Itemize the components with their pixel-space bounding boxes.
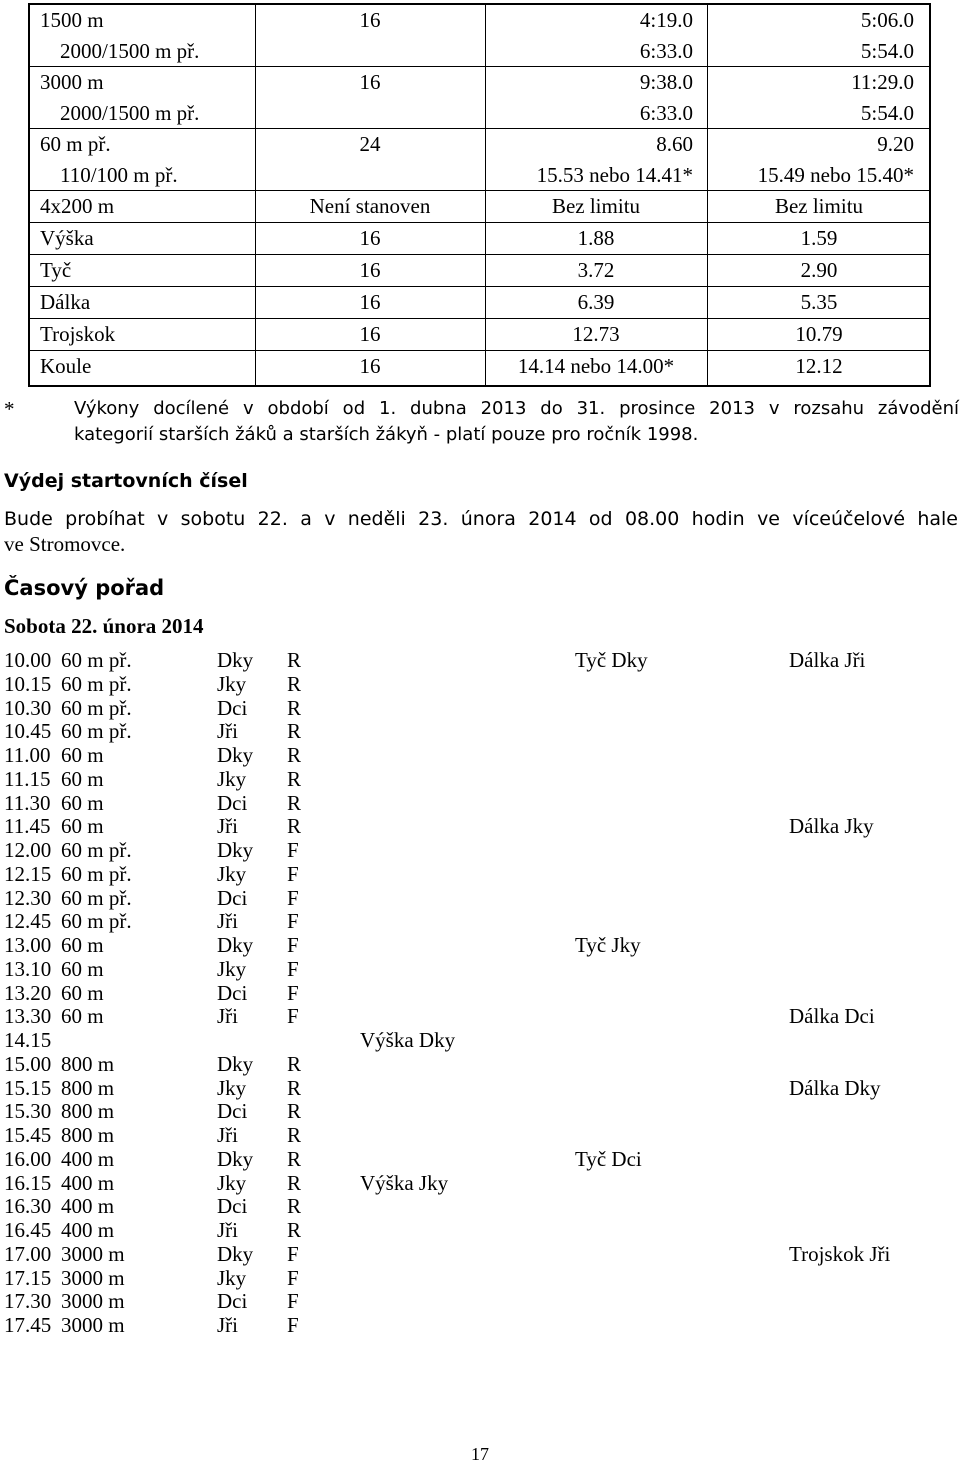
schedule-event: 60 m př. [61, 909, 132, 934]
schedule-time: 10.15 [4, 671, 52, 696]
schedule-category: Jky [217, 671, 247, 696]
schedule-time: 17.30 [4, 1289, 52, 1314]
schedule-event: 800 m [61, 1123, 115, 1147]
schedule-time: 15.45 [4, 1123, 52, 1147]
schedule-event: 400 m [61, 1218, 115, 1242]
schedule-time: 12.45 [4, 909, 52, 934]
schedule-time: 17.45 [4, 1313, 52, 1337]
schedule-round: F [287, 1265, 299, 1290]
schedule-field-event: Dálka Dky [789, 1075, 881, 1100]
schedule-category: Jky [217, 766, 247, 791]
schedule-time: 15.15 [4, 1075, 52, 1100]
schedule-category: Jři [217, 814, 238, 839]
table-cell: Výška [40, 226, 94, 250]
schedule-event: 60 m [61, 1004, 104, 1029]
schedule-round: F [287, 980, 299, 1005]
schedule-category: Jky [217, 1170, 247, 1195]
table-cell: 16 [359, 290, 381, 314]
schedule-field-event: Dálka Jky [789, 814, 874, 839]
table-cell: 5:54.0 [860, 101, 914, 125]
schedule-event: 60 m [61, 766, 104, 791]
schedule-event: 400 m [61, 1170, 115, 1195]
schedule-time: 12.15 [4, 861, 52, 886]
footnote-line-1: Výkony docílené v období od 1. dubna 2013 do 31. prosince 2013 v rozsahu závodění [74, 398, 959, 419]
table-cell: 16 [359, 258, 381, 282]
schedule-field-event: Trojskok Jři [789, 1241, 891, 1266]
schedule-time: 15.30 [4, 1099, 52, 1124]
schedule-event: 60 m [61, 980, 104, 1005]
schedule-event: 60 m př. [61, 861, 132, 886]
schedule-time: 14.15 [4, 1028, 52, 1052]
schedule-round: R [287, 1170, 302, 1195]
table-cell: Trojskok [40, 322, 116, 346]
schedule-round: R [287, 743, 302, 767]
vydej-paragraph [4, 507, 958, 557]
schedule-round: R [287, 1051, 302, 1076]
schedule-round: R [287, 1123, 302, 1147]
schedule-time: 17.15 [4, 1265, 52, 1290]
schedule-event: 60 m [61, 743, 104, 767]
page-number: 17 [471, 1444, 489, 1464]
schedule-event: 3000 m [61, 1289, 125, 1314]
table-cell: 4x200 m [40, 194, 115, 218]
schedule-event: 60 m př. [61, 838, 132, 862]
table-cell: 16 [359, 226, 381, 250]
table-cell: 60 m př. [40, 132, 111, 156]
schedule-category: Dci [217, 1099, 248, 1124]
schedule-category: Jři [217, 1004, 238, 1029]
schedule-round: F [287, 909, 299, 934]
table-cell: 16 [359, 8, 381, 32]
schedule-time: 16.00 [4, 1146, 52, 1171]
schedule-event: 3000 m [61, 1313, 125, 1337]
footnote-line-2: kategorií starších žáků a starších žákyň - platí pouze pro ročník 1998. [74, 424, 699, 445]
schedule-time: 13.10 [4, 956, 52, 981]
schedule-round: R [287, 1075, 302, 1100]
schedule-round: F [287, 1313, 299, 1337]
table-cell: 5:54.0 [860, 39, 914, 63]
schedule-round: F [287, 933, 299, 957]
schedule-time: 16.45 [4, 1218, 52, 1242]
schedule-category: Jři [217, 909, 238, 934]
schedule-category: Dky [217, 933, 254, 957]
table-cell: 12.12 [795, 354, 843, 378]
day-heading: Sobota 22. února 2014 [4, 614, 204, 638]
schedule-category: Jři [217, 1123, 238, 1147]
schedule-event: 800 m [61, 1099, 115, 1124]
schedule-event: 60 m př. [61, 885, 132, 910]
schedule-event: 400 m [61, 1146, 115, 1171]
schedule-category: Dci [217, 695, 248, 720]
table-cell: 12.73 [572, 322, 620, 346]
schedule-time: 13.00 [4, 933, 52, 957]
schedule-event: 60 m [61, 790, 104, 815]
schedule-event: 3000 m [61, 1265, 125, 1290]
schedule-round: R [287, 1218, 302, 1242]
schedule-category: Jky [217, 1075, 247, 1100]
schedule-category: Dci [217, 885, 248, 910]
schedule-time: 12.00 [4, 838, 52, 862]
schedule-round: R [287, 648, 302, 672]
schedule-time: 10.30 [4, 695, 52, 720]
schedule-category: Dky [217, 1051, 254, 1076]
schedule-category: Jři [217, 1218, 238, 1242]
table-cell: 5:06.0 [860, 8, 914, 32]
schedule-category: Dky [217, 1146, 254, 1171]
schedule-time: 16.15 [4, 1170, 52, 1195]
table-cell: 2000/1500 m př. [60, 39, 200, 63]
schedule-event: 800 m [61, 1075, 115, 1100]
schedule-time: 12.30 [4, 885, 52, 910]
schedule-round: R [287, 1146, 302, 1171]
schedule-time: 10.00 [4, 648, 52, 672]
table-cell: Tyč [40, 258, 72, 282]
schedule-event: 60 m př. [61, 719, 132, 744]
schedule-pole-vault: Tyč Jky [575, 933, 641, 957]
schedule-category: Jky [217, 956, 247, 981]
schedule-category: Dci [217, 1289, 248, 1314]
table-cell: 16 [359, 322, 381, 346]
table-cell: Koule [40, 354, 92, 378]
schedule-time: 11.00 [4, 743, 51, 767]
schedule-pole-vault: Tyč Dci [575, 1146, 642, 1171]
table-cell: 6:33.0 [639, 101, 693, 125]
schedule-round: F [287, 1004, 299, 1029]
schedule-time: 11.30 [4, 790, 51, 815]
schedule-round: R [287, 790, 302, 815]
schedule-round: F [287, 838, 299, 862]
schedule-round: R [287, 814, 302, 839]
schedule-category: Jři [217, 719, 238, 744]
schedule-event: 800 m [61, 1051, 115, 1076]
schedule-category: Dky [217, 743, 254, 767]
table-cell: 4:19.0 [639, 8, 693, 32]
table-cell: 3.72 [577, 258, 615, 282]
schedule-category: Dky [217, 1241, 254, 1266]
table-cell: 11:29.0 [851, 70, 914, 94]
schedule-category: Dky [217, 648, 254, 672]
table-cell: 15.53 nebo 14.41* [536, 163, 693, 187]
table-cell: 8.60 [656, 132, 693, 156]
schedule-event: 60 m př. [61, 648, 132, 672]
schedule-field-event: Dálka Jři [789, 648, 866, 672]
schedule-round: R [287, 671, 302, 696]
schedule-high-jump: Výška Dky [360, 1028, 456, 1052]
schedule-category: Jky [217, 1265, 247, 1290]
schedule-category: Dci [217, 790, 248, 815]
schedule-time: 17.00 [4, 1241, 52, 1266]
table-cell: 16 [359, 354, 381, 378]
schedule-category: Dky [217, 838, 254, 862]
table-cell: 1.88 [577, 226, 615, 250]
table-cell: 9.20 [877, 132, 914, 156]
schedule-round: F [287, 1241, 299, 1266]
table-cell: 15.49 nebo 15.40* [757, 163, 914, 187]
schedule-round: R [287, 719, 302, 744]
table-cell: 6.39 [577, 290, 615, 314]
schedule-time: 16.30 [4, 1194, 52, 1219]
table-cell: 5.35 [800, 290, 838, 314]
schedule-event: 60 m př. [61, 671, 132, 696]
vydej-line-1: Bude probíhat v sobotu 22. a v neděli 23. února 2014 od 08.00 hodin ve víceúčelové hale [4, 508, 958, 530]
schedule-round: R [287, 1099, 302, 1124]
schedule-event: 60 m [61, 933, 104, 957]
schedule-event: 60 m [61, 814, 104, 839]
schedule-round: F [287, 1289, 299, 1314]
table-cell: 110/100 m př. [60, 163, 178, 187]
table-cell: 1500 m [40, 8, 104, 32]
table-cell: 24 [359, 132, 381, 156]
schedule-event: 60 m př. [61, 695, 132, 720]
schedule-event: 400 m [61, 1194, 115, 1219]
schedule-high-jump: Výška Jky [360, 1170, 449, 1195]
footnote-asterisk: * [4, 397, 15, 421]
schedule-category: Jři [217, 1313, 238, 1337]
schedule-category: Dci [217, 1194, 248, 1219]
porad-heading: Časový pořad [4, 576, 165, 600]
limits-table [28, 3, 931, 387]
schedule-time: 15.00 [4, 1051, 52, 1076]
table-cell: 2.90 [800, 258, 838, 282]
schedule-round: F [287, 885, 299, 910]
table-cell: 6:33.0 [639, 39, 693, 63]
table-cell: 14.14 nebo 14.00* [517, 354, 675, 378]
schedule-time: 11.45 [4, 814, 51, 839]
vydej-heading: Výdej startovních čísel [4, 470, 248, 492]
table-cell: 9:38.0 [639, 70, 693, 94]
table-cell: 1.59 [800, 226, 838, 250]
schedule-event: 60 m [61, 956, 104, 981]
schedule-round: R [287, 1194, 302, 1219]
schedule-time: 13.30 [4, 1004, 52, 1029]
table-cell: 16 [359, 70, 381, 94]
table-cell: 10.79 [795, 322, 843, 346]
schedule-time: 13.20 [4, 980, 52, 1005]
schedule-field-event: Dálka Dci [789, 1004, 875, 1029]
schedule-round: R [287, 695, 302, 720]
schedule-event: 3000 m [61, 1241, 125, 1266]
table-cell: Bez limitu [774, 194, 864, 218]
vydej-line-2: ve Stromovce. [4, 532, 126, 556]
schedule-pole-vault: Tyč Dky [575, 648, 648, 672]
schedule-category: Dci [217, 980, 248, 1005]
table-cell: Dálka [40, 290, 91, 314]
schedule-round: F [287, 861, 299, 886]
table-cell: Bez limitu [551, 194, 641, 218]
table-cell: 3000 m [40, 70, 104, 94]
schedule-round: F [287, 956, 299, 981]
schedule-category: Jky [217, 861, 247, 886]
table-cell: Není stanoven [309, 194, 431, 218]
table-cell: 2000/1500 m př. [60, 101, 200, 125]
schedule-time: 11.15 [4, 766, 51, 791]
schedule-round: R [287, 766, 302, 791]
schedule-time: 10.45 [4, 719, 52, 744]
